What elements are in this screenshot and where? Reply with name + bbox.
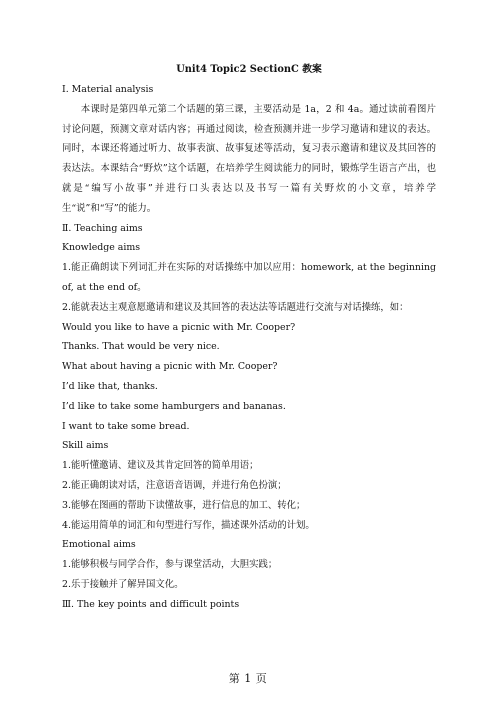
example-sentence: I’d like to take some hamburgers and bananas. (62, 400, 286, 412)
skill-aim-item: 4.能运用简单的词汇和句型进行写作，描述课外活动的计划。 (62, 519, 315, 531)
skill-aim-item: 3.能够在图画的帮助下读懂故事，进行信息的加工、转化； (62, 499, 306, 511)
skill-aims-heading: Skill aims (62, 440, 109, 452)
document-body (62, 60, 436, 615)
section-heading-key-points: Ⅲ. The key points and difficult points (62, 598, 240, 610)
emotional-aims-heading: Emotional aims (62, 539, 136, 551)
knowledge-aim-item: 1.能正确朗读下列词汇并在实际的对话操练中加以应用：homework, at the beginning of, at the end of。 (62, 262, 436, 293)
emotional-aim-item: 1.能够积极与同学合作，参与课堂活动，大胆实践； (62, 559, 278, 571)
knowledge-aim-item: 2.能就表达主观意愿邀请和建议及其回答的表达法等话题进行交流与对话操练，如： (62, 301, 409, 313)
section-heading-material-analysis: I. Material analysis (62, 84, 154, 95)
example-sentence: Thanks. That would be very nice. (62, 341, 220, 353)
skill-aim-item: 2.能正确朗读对话，注意语音语调，并进行角色扮演； (62, 479, 287, 491)
section-heading-teaching-aims: Ⅱ. Teaching aims (62, 222, 143, 234)
emotional-aim-item: 2.乐于接触并了解异国文化。 (62, 578, 184, 590)
knowledge-aims-heading: Knowledge aims (62, 242, 141, 254)
document-title: Unit4 Topic2 SectionC 教案 (176, 64, 322, 75)
example-sentence: I’d like that, thanks. (62, 380, 158, 392)
page-number: 第 1 页 (228, 672, 268, 685)
skill-aim-item: 1.能听懂邀请、建议及其肯定回答的简单用语； (62, 460, 259, 472)
material-analysis-paragraph: 本课时是第四单元第二个话题的第三课，主要活动是 1a，2 和 4a。通过读前看图片讨论问题，预测文章对话内容；再通过阅读，检查预测并进一步学习邀请和建议的表达。同时，本课还将通过听力、故事表演、故事复述等活动，复习表示邀请和建议及其回答的表达法。本课结合“野炊”这个话题，在培养学生阅读能力的同时，锻炼学生语言产出，也就是“编写小故事”并进行口头表达以及书写一篇有关野炊的小文章，培养学生“说”和“写”的能力。 (62, 103, 436, 214)
example-sentence: I want to take some bread. (62, 420, 190, 432)
example-sentence: Would you like to have a picnic with Mr. Cooper? (62, 321, 296, 333)
example-sentence: What about having a picnic with Mr. Cooper? (62, 361, 278, 373)
